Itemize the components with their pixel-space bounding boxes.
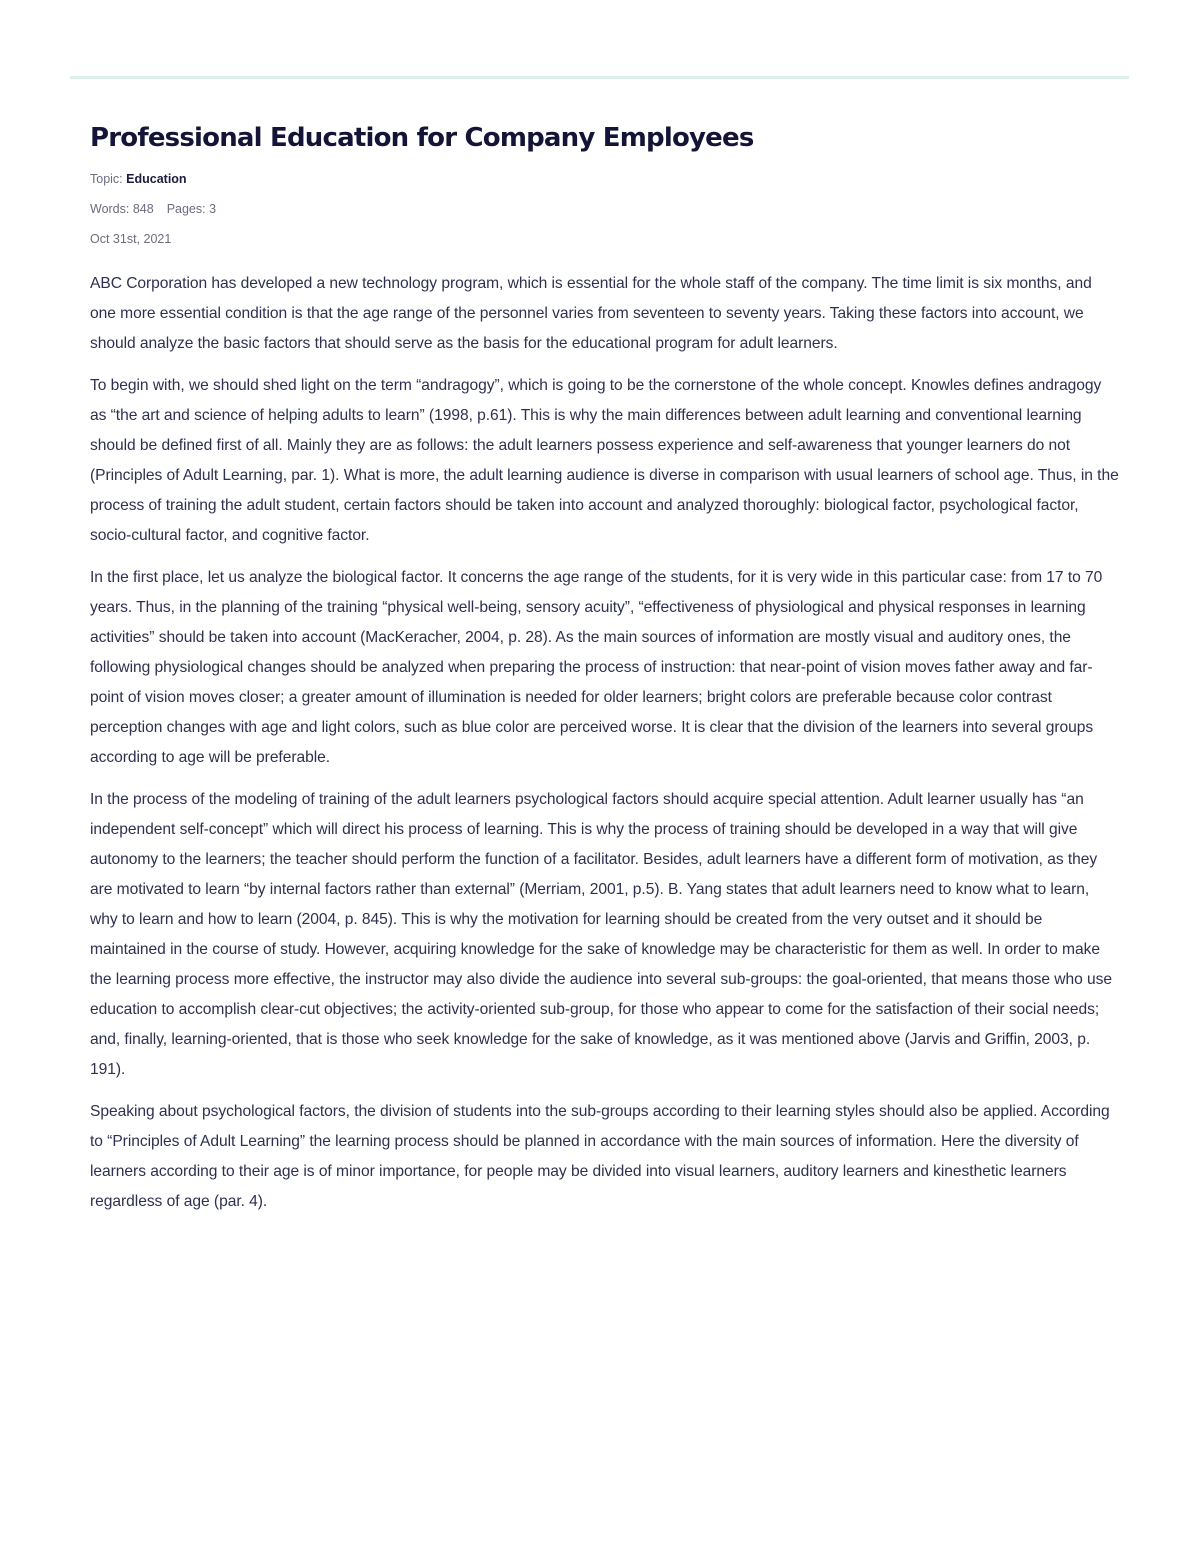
paragraph-1: ABC Corporation has developed a new technology program, which is essential for the whole staff of the company. The time limit is six months, and one more essential condition is that the age range of the personnel varies from seventeen to seventy years. Taking these factors into account, we should analyze the basic factors that should serve as the basis for the educational program for adult learners.	[90, 275, 1092, 352]
paragraph-2: To begin with, we should shed light on the term “andragogy”, which is going to be the cornerstone of the whole concept. Knowles defines andragogy as “the art and science of helping adults to learn” (1998, p.61). This is why the main differences between adult learning and conventional learning should be defined first of all. Mainly they are as follows: the adult learners possess experience and self-awareness that younger learners do not (Principles of Adult Learning, par. 1). What is more, the adult learning audience is diverse in comparison with usual learners of school age. Thus, in the process of training the adult student, certain factors should be taken into account and analyzed thoroughly: biological factor, psychological factor, socio-cultural factor, and cognitive factor.	[90, 377, 1119, 544]
essay-body	[90, 269, 1120, 1217]
publish-date: Oct 31st, 2021	[90, 232, 172, 246]
words-value: 848	[132, 202, 154, 216]
header-divider	[70, 76, 1129, 79]
essay-page	[90, 118, 1120, 1229]
topic-value: Education	[126, 172, 187, 186]
pages-label: Pages:	[166, 202, 206, 216]
topic-label: Topic:	[90, 172, 123, 186]
paragraph-4: In the process of the modeling of training of the adult learners psychological factors should acquire special attention. Adult learner usually has “an independent self-concept” which will direct his process of learning. This is why the process of training should be developed in a way that will give autonomy to the learners; the teacher should perform the function of a facilitator. Besides, adult learners have a different form of motivation, as they are motivated to learn “by internal factors rather than external” (Merriam, 2001, p.5). B. Yang states that adult learners need to know what to learn, why to learn and how to learn (2004, p. 845). This is why the motivation for learning should be created from the very outset and it should be maintained in the course of study. However, acquiring knowledge for the sake of knowledge may be characteristic for them as well. In order to make the learning process more effective, the instructor may also divide the audience into several sub-groups: the goal-oriented, that means those who use education to accomplish clear-cut objectives; the activity-oriented sub-group, for those who appear to come for the satisfaction of their social needs; and, finally, learning-oriented, that is those who seek knowledge for the sake of knowledge, as it was mentioned above (Jarvis and Griffin, 2003, p. 191).	[90, 791, 1113, 1078]
topic-line	[90, 171, 1120, 187]
words-label: Words:	[90, 202, 130, 216]
word-page-counts	[90, 201, 1120, 217]
paragraph-3: In the first place, let us analyze the biological factor. It concerns the age range of the students, for it is very wide in this particular case: from 17 to 70 years. Thus, in the planning of the training “physical well-being, sensory acuity”, “effectiveness of physiological and physical responses in learning activities” should be taken into account (MacKeracher, 2004, p. 28). As the main sources of information are mostly visual and auditory ones, the following physiological changes should be analyzed when preparing the process of instruction: that near-point of vision moves father away and far-point of vision moves closer; a greater amount of illumination is needed for older learners; bright colors are preferable because color contrast perception changes with age and light colors, such as blue color are perceived worse. It is clear that the division of the learners into several groups according to age will be preferable.	[90, 569, 1103, 766]
paragraph-5: Speaking about psychological factors, the division of students into the sub-groups according to their learning styles should also be applied. According to “Principles of Adult Learning” the learning process should be planned in accordance with the main sources of information. Here the diversity of learners according to their age is of minor importance, for people may be divided into visual learners, auditory learners and kinesthetic learners regardless of age (par. 4).	[90, 1103, 1110, 1210]
page-title: Professional Education for Company Employees	[90, 123, 754, 153]
pages-value: 3	[209, 202, 217, 216]
